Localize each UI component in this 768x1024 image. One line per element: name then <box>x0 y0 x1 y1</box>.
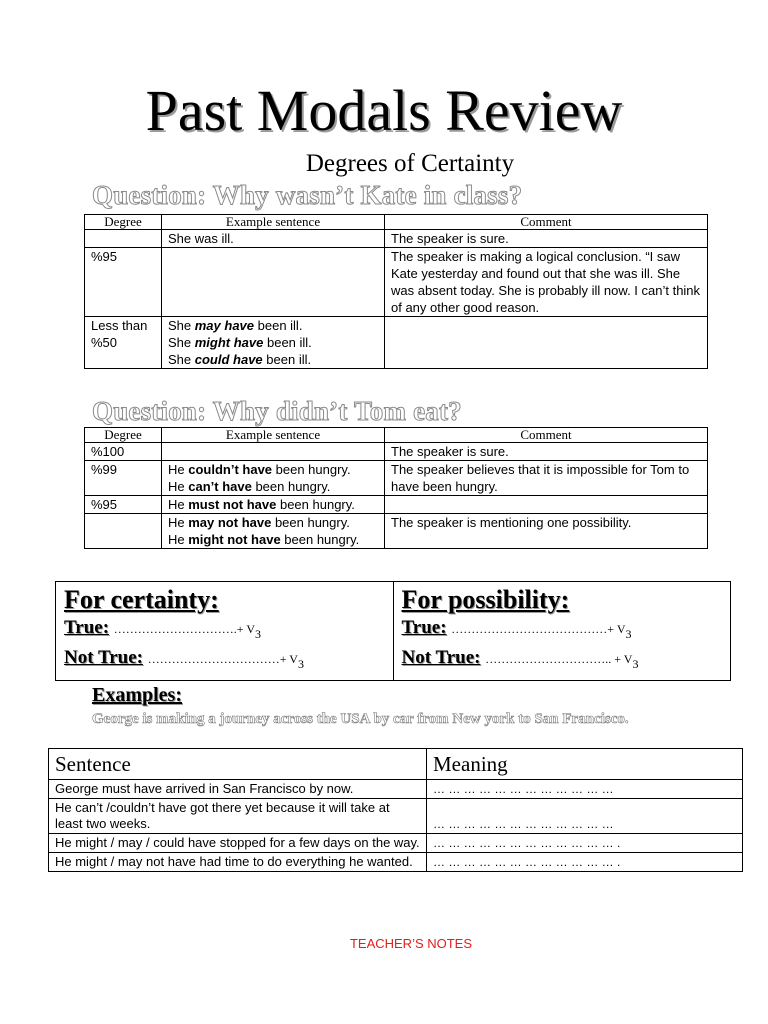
table-header-row <box>85 215 708 230</box>
page-subtitle: Degrees of Certainty <box>305 150 515 177</box>
blank-dots: ………………………….+ V <box>113 622 255 636</box>
example-text: been hungry. <box>251 479 331 494</box>
meaning-cell: … … … … … … … … … … … … <box>427 780 743 799</box>
example-text: been hungry. <box>272 462 351 477</box>
degree-cell: %95 <box>85 496 162 514</box>
not-true-label: Not True: <box>64 646 143 668</box>
header-sentence: Sentence <box>49 749 427 780</box>
sentence-cell: George must have arrived in San Francisco by now. <box>49 780 427 799</box>
example-line <box>168 514 378 531</box>
true-label: True: <box>401 617 447 638</box>
example-text: He <box>168 532 189 547</box>
header-meaning: Meaning <box>427 749 743 780</box>
table-row <box>49 834 743 853</box>
example-line <box>168 461 378 478</box>
blank-dots: ……………………………+ V <box>147 651 298 666</box>
degree-cell <box>85 514 162 549</box>
meaning-cell: … … … … … … … … … … … … <box>427 799 743 834</box>
question-2-heading: Question: Why didn’t Tom eat? <box>92 396 462 426</box>
degree-cell: %99 <box>85 461 162 496</box>
header-example: Example sentence <box>162 428 385 443</box>
comment-cell <box>385 317 708 369</box>
table-row <box>85 496 708 514</box>
example-text: He <box>168 497 189 512</box>
degree-cell: Less than %50 <box>85 317 162 369</box>
blank-dots: ………………………….. + V <box>485 651 633 666</box>
blank-dots: …………………………………+ V <box>451 622 626 636</box>
table-row <box>85 443 708 461</box>
example-text: been hungry. <box>271 515 350 530</box>
forms-table <box>55 581 731 681</box>
example-cell <box>162 496 385 514</box>
modal-phrase: may not have <box>188 515 272 530</box>
true-label: True: <box>64 617 110 638</box>
table-row <box>85 461 708 496</box>
question-1-table <box>84 214 708 369</box>
example-text: He <box>168 479 189 494</box>
modal-phrase: must not have <box>188 497 277 512</box>
header-degree: Degree <box>85 428 162 443</box>
possibility-true-line <box>402 616 723 646</box>
table-header-row <box>85 428 708 443</box>
modal-phrase: might not have <box>188 532 281 547</box>
table-row <box>85 317 708 369</box>
table-row <box>49 799 743 834</box>
example-line <box>168 334 378 351</box>
modal-phrase: could have <box>194 352 263 367</box>
example-text: He <box>168 515 189 530</box>
example-cell: She was ill. <box>162 230 385 248</box>
table-row <box>85 248 708 317</box>
sentences-table <box>48 748 743 872</box>
example-cell <box>162 461 385 496</box>
subscript: 3 <box>625 626 632 641</box>
sentence-cell: He can’t /couldn’t have got there yet because it will take at least two weeks. <box>49 799 427 834</box>
example-line <box>168 317 378 334</box>
example-text: He <box>168 462 189 477</box>
meaning-cell: … … … … … … … … … … … … . <box>427 834 743 853</box>
table-header-row <box>49 749 743 780</box>
comment-cell <box>385 496 708 514</box>
header-degree: Degree <box>85 215 162 230</box>
comment-cell: The speaker is mentioning one possibility. <box>385 514 708 549</box>
subscript: 3 <box>297 656 304 671</box>
certainty-heading: For certainty: <box>64 585 219 614</box>
example-text: She <box>168 318 195 333</box>
example-text: been hungry. <box>280 532 360 547</box>
example-text: been hungry. <box>276 497 355 512</box>
example-text: She <box>168 335 195 350</box>
subscript: 3 <box>255 626 261 641</box>
teachers-notes-label: TEACHER’S NOTES <box>349 936 473 951</box>
forms-row <box>56 582 731 681</box>
example-line <box>168 478 378 495</box>
example-text: been ill. <box>254 318 303 333</box>
example-cell <box>162 443 385 461</box>
table-row <box>49 853 743 872</box>
example-line <box>168 496 378 513</box>
possibility-box <box>393 582 731 681</box>
example-line <box>168 531 378 548</box>
page-title: Past Modals Review <box>145 78 623 143</box>
example-text: She <box>168 352 195 367</box>
modal-phrase: might have <box>194 335 264 350</box>
certainty-box <box>56 582 394 681</box>
certainty-not-true-line <box>64 646 385 676</box>
header-comment: Comment <box>385 215 708 230</box>
table-row <box>49 780 743 799</box>
modal-phrase: can’t have <box>188 479 252 494</box>
sentence-cell: He might / may / could have stopped for a few days on the way. <box>49 834 427 853</box>
meaning-cell: … … … … … … … … … … … … . <box>427 853 743 872</box>
modal-phrase: couldn’t have <box>188 462 273 477</box>
possibility-heading: For possibility: <box>401 585 570 614</box>
degree-cell <box>85 230 162 248</box>
sentence-cell: He might / may not have had time to do everything he wanted. <box>49 853 427 872</box>
example-cell <box>162 248 385 317</box>
table-row <box>85 230 708 248</box>
degree-cell: %100 <box>85 443 162 461</box>
examples-heading: Examples: <box>92 684 182 706</box>
not-true-label: Not True: <box>401 646 481 668</box>
subscript: 3 <box>632 656 639 671</box>
example-cell <box>162 514 385 549</box>
comment-cell: The speaker is making a logical conclusion. “I saw Kate yesterday and found out that she was ill. She was absent today. She is probably ill now. I can’t think of any other good reason. <box>385 248 708 317</box>
example-text: been ill. <box>263 335 312 350</box>
comment-cell: The speaker is sure. <box>385 443 708 461</box>
header-comment: Comment <box>385 428 708 443</box>
example-cell <box>162 317 385 369</box>
header-example: Example sentence <box>162 215 385 230</box>
examples-text: George is making a journey across the USA by car from New york to San Francisco. <box>92 711 629 727</box>
question-1-heading: Question: Why wasn’t Kate in class? <box>92 180 523 210</box>
degree-cell: %95 <box>85 248 162 317</box>
modal-phrase: may have <box>194 318 255 333</box>
example-text: been ill. <box>262 352 312 367</box>
possibility-not-true-line <box>402 646 723 676</box>
certainty-true-line <box>64 616 385 646</box>
comment-cell: The speaker is sure. <box>385 230 708 248</box>
table-row <box>85 514 708 549</box>
example-line <box>168 351 378 368</box>
comment-cell: The speaker believes that it is impossible for Tom to have been hungry. <box>385 461 708 496</box>
question-2-table <box>84 427 708 549</box>
